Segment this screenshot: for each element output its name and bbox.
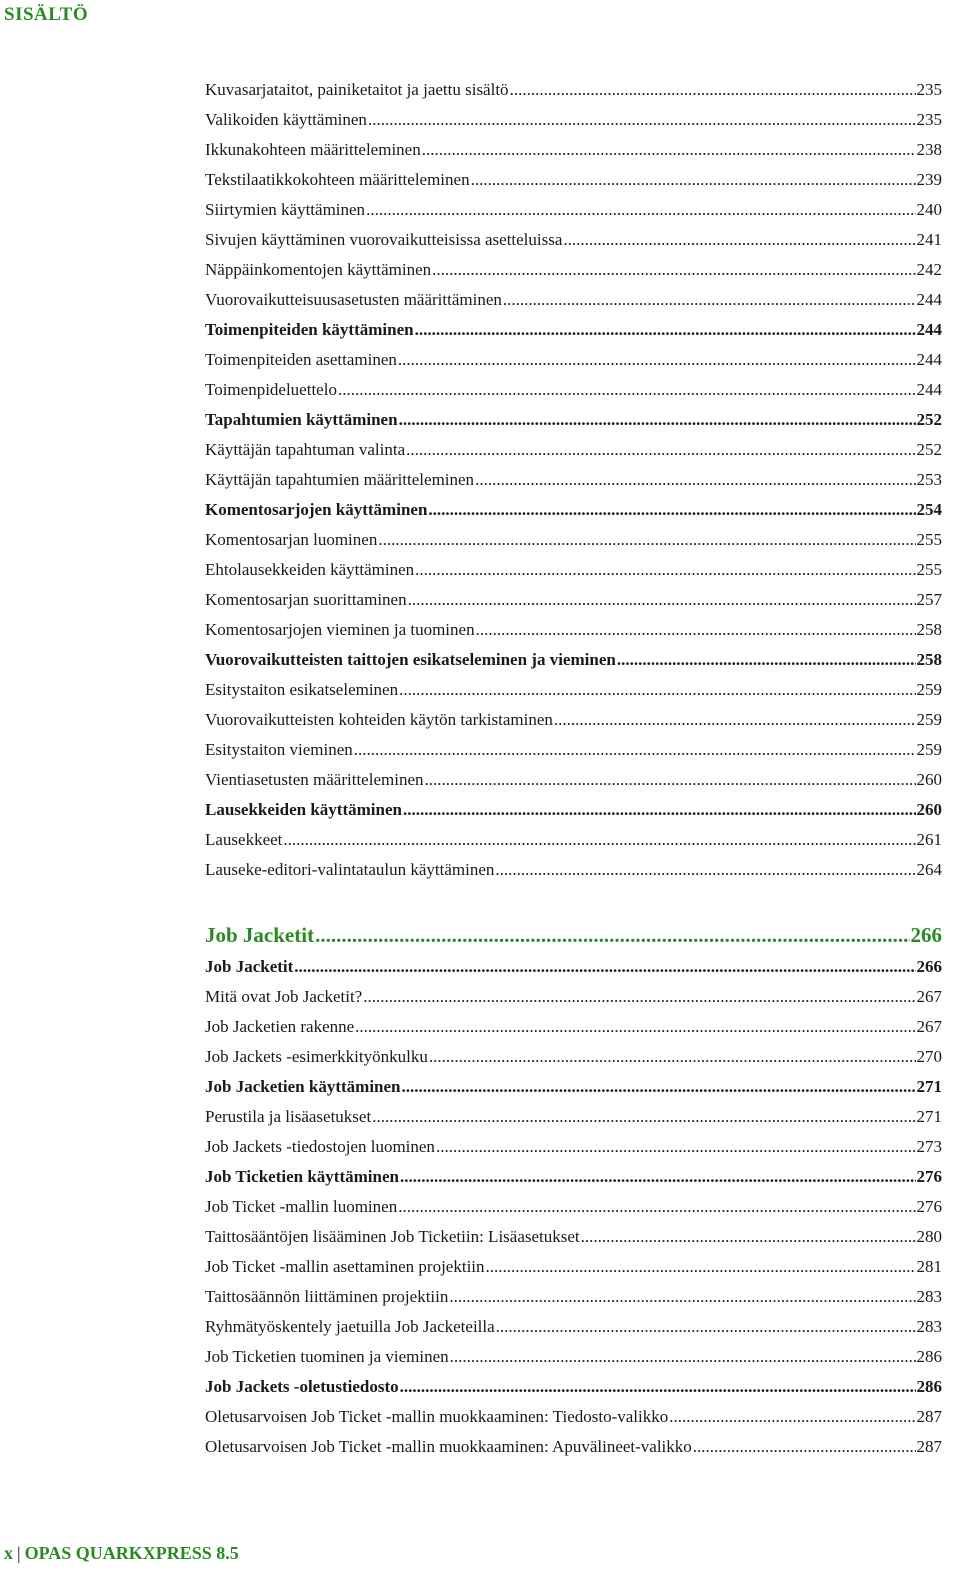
toc-entry[interactable] [205, 1102, 942, 1132]
toc-entry-page-number: 235 [916, 110, 942, 129]
toc-entry-title: Tekstilaatikkokohteen määritteleminen [205, 170, 470, 189]
toc-entry[interactable] [205, 1072, 942, 1102]
toc-entry[interactable] [205, 1252, 942, 1282]
dot-leader [563, 225, 915, 255]
toc-entry-title: Vientiasetusten määritteleminen [205, 770, 424, 789]
toc-entry-page-number: 280 [916, 1227, 942, 1246]
dot-leader [294, 952, 915, 982]
toc-entry-page-number: 259 [916, 710, 942, 729]
dot-leader [510, 75, 916, 105]
dot-leader [450, 1342, 916, 1372]
toc-entry-title: Job Jackets -oletustiedosto [205, 1377, 399, 1396]
dot-leader [366, 195, 915, 225]
toc-entry-title: Job Ticket -mallin asettaminen projektiin [205, 1257, 485, 1276]
toc-entry[interactable] [205, 1012, 942, 1042]
toc-entry[interactable] [205, 135, 942, 165]
toc-entry-title: Komentosarjan suorittaminen [205, 590, 407, 609]
dot-leader [475, 465, 915, 495]
toc-entry-page-number: 266 [916, 957, 942, 976]
toc-entry[interactable] [205, 165, 942, 195]
dot-leader [363, 982, 915, 1012]
toc-entry[interactable] [205, 1042, 942, 1072]
dot-leader [476, 615, 916, 645]
dot-leader [495, 855, 915, 885]
toc-entry-title: Toimenpiteiden asettaminen [205, 350, 397, 369]
toc-entry-page-number: 244 [916, 290, 942, 309]
toc-entry-title: Perustila ja lisäasetukset [205, 1107, 372, 1126]
toc-entry-title: Oletusarvoisen Job Ticket -mallin muokkaaminen: Apuvälineet-valikko [205, 1437, 692, 1456]
toc-entry-title: Lauseke-editori-valintataulun käyttäminen [205, 860, 495, 879]
toc-entry-page-number: 241 [916, 230, 942, 249]
toc-entry-page-number: 244 [916, 350, 942, 369]
toc-entry[interactable] [205, 1162, 942, 1192]
toc-entry[interactable] [205, 855, 942, 885]
toc-entry-page-number: 244 [916, 380, 942, 399]
toc-entry[interactable] [205, 1312, 942, 1342]
footer-book-title: OPAS QUARKXPRESS 8.5 [24, 1543, 239, 1563]
toc-entry-title: Komentosarjojen vieminen ja tuominen [205, 620, 475, 639]
toc-entry-page-number: 267 [916, 987, 942, 1006]
dot-leader [368, 105, 916, 135]
dot-leader [315, 919, 909, 952]
toc-entry-page-number: 244 [916, 320, 942, 339]
page-header: SISÄLTÖ [4, 4, 89, 25]
dot-leader [283, 825, 915, 855]
dot-leader [554, 705, 916, 735]
toc-entry[interactable] [205, 1192, 942, 1222]
dot-leader [399, 675, 915, 705]
toc-entry-title: Job Ticket -mallin luominen [205, 1197, 398, 1216]
toc-entry[interactable] [205, 1432, 942, 1462]
dot-leader [415, 555, 915, 585]
toc-entry[interactable] [205, 225, 942, 255]
toc-entry-page-number: 255 [916, 560, 942, 579]
dot-leader [400, 1372, 916, 1402]
toc-entry[interactable] [205, 735, 942, 765]
toc-entry-title: Job Jackets -esimerkkityönkulku [205, 1047, 428, 1066]
toc-entry-title: Vuorovaikutteisuusasetusten määrittäminen [205, 290, 502, 309]
toc-entry[interactable] [205, 555, 942, 585]
toc-entry-page-number: 286 [916, 1377, 942, 1396]
toc-entry-page-number: 242 [916, 260, 942, 279]
toc-entry-title: Käyttäjän tapahtumien määritteleminen [205, 470, 475, 489]
dot-leader [399, 405, 916, 435]
page-footer [4, 1543, 239, 1564]
toc-entry[interactable] [205, 1132, 942, 1162]
toc-entry[interactable] [205, 615, 942, 645]
dot-leader [581, 1222, 916, 1252]
toc-entry[interactable] [205, 1372, 942, 1402]
toc-entry-title: Näppäinkomentojen käyttäminen [205, 260, 432, 279]
toc-entry[interactable] [205, 982, 942, 1012]
toc-entry-page-number: 273 [916, 1137, 942, 1156]
toc-entry-title: Job Jacketien käyttäminen [205, 1077, 401, 1096]
toc-entry-title: Tapahtumien käyttäminen [205, 410, 398, 429]
toc-entry[interactable] [205, 285, 942, 315]
toc-entry-title: Komentosarjan luominen [205, 530, 378, 549]
dot-leader [486, 1252, 916, 1282]
dot-leader [436, 1132, 916, 1162]
dot-leader [372, 1102, 915, 1132]
toc-entry-page-number: 260 [916, 800, 942, 819]
toc-entry-page-number: 259 [916, 740, 942, 759]
toc-entry-title: Taittosääntöjen lisääminen Job Ticketiin: Lisäasetukset [205, 1227, 580, 1246]
toc-entry-page-number: 252 [916, 440, 942, 459]
toc-entry[interactable] [205, 345, 942, 375]
toc-entry-title: Toimenpiteiden käyttäminen [205, 320, 414, 339]
toc-chapter-entry[interactable] [205, 919, 942, 952]
toc-entry-page-number: 281 [916, 1257, 942, 1276]
table-of-contents [205, 75, 942, 1462]
toc-entry-title: Job Jacketien rakenne [205, 1017, 355, 1036]
toc-entry-page-number: 240 [916, 200, 942, 219]
toc-entry-title: Taittosäännön liittäminen projektiin [205, 1287, 449, 1306]
toc-entry-title: Lausekkeet [205, 830, 283, 849]
dot-leader [406, 435, 915, 465]
toc-entry-page-number: 287 [916, 1407, 942, 1426]
toc-entry-page-number: 276 [916, 1167, 942, 1186]
toc-entry-page-number: 283 [916, 1317, 942, 1336]
toc-entry-page-number: 252 [916, 410, 942, 429]
toc-entry-page-number: 258 [916, 620, 942, 639]
toc-entry-page-number: 266 [910, 923, 942, 947]
toc-entry-title: Esitystaiton esikatseleminen [205, 680, 399, 699]
dot-leader [408, 585, 916, 615]
dot-leader [429, 1042, 916, 1072]
toc-entry-page-number: 259 [916, 680, 942, 699]
toc-entry[interactable] [205, 645, 942, 675]
toc-entry-title: Käyttäjän tapahtuman valinta [205, 440, 406, 459]
toc-entry[interactable] [205, 1402, 942, 1432]
toc-entry-title: Job Jacketit [205, 957, 294, 976]
toc-entry[interactable] [205, 585, 942, 615]
dot-leader [432, 255, 915, 285]
footer-page-number: x [4, 1543, 13, 1563]
toc-entry[interactable] [205, 435, 942, 465]
toc-entry-page-number: 261 [916, 830, 942, 849]
toc-entry-title: Ikkunakohteen määritteleminen [205, 140, 421, 159]
toc-entry-title: Sivujen käyttäminen vuorovaikutteisissa asetteluissa [205, 230, 563, 249]
toc-entry-title: Mitä ovat Job Jacketit? [205, 987, 363, 1006]
dot-leader [693, 1432, 916, 1462]
toc-entry-page-number: 260 [916, 770, 942, 789]
dot-leader [428, 495, 915, 525]
dot-leader [422, 135, 916, 165]
toc-entry-page-number: 238 [916, 140, 942, 159]
toc-entry[interactable] [205, 465, 942, 495]
dot-leader [400, 1162, 916, 1192]
toc-entry[interactable] [205, 105, 942, 135]
toc-entry[interactable] [205, 1222, 942, 1252]
toc-entry-title: Esitystaiton vieminen [205, 740, 353, 759]
dot-leader [398, 345, 916, 375]
toc-entry-page-number: 283 [916, 1287, 942, 1306]
toc-entry-title: Oletusarvoisen Job Ticket -mallin muokkaaminen: Tiedosto-valikko [205, 1407, 669, 1426]
toc-entry[interactable] [205, 765, 942, 795]
toc-entry[interactable] [205, 405, 942, 435]
toc-entry-title: Job Jacketit [205, 923, 315, 947]
toc-entry[interactable] [205, 255, 942, 285]
section-gap [205, 885, 942, 919]
toc-entry-page-number: 254 [916, 500, 942, 519]
dot-leader [425, 765, 916, 795]
toc-entry-title: Vuorovaikutteisten kohteiden käytön tarkistaminen [205, 710, 553, 729]
toc-entry[interactable] [205, 705, 942, 735]
dot-leader [378, 525, 915, 555]
toc-entry-page-number: 239 [916, 170, 942, 189]
toc-entry[interactable] [205, 825, 942, 855]
toc-section-1 [205, 75, 942, 885]
dot-leader [355, 1012, 915, 1042]
dot-leader [496, 1312, 916, 1342]
toc-entry[interactable] [205, 495, 942, 525]
footer-separator: | [17, 1543, 21, 1563]
dot-leader [617, 645, 916, 675]
toc-entry[interactable] [205, 315, 942, 345]
toc-entry-page-number: 264 [916, 860, 942, 879]
dot-leader [402, 1072, 916, 1102]
toc-entry-title: Ehtolausekkeiden käyttäminen [205, 560, 415, 579]
toc-entry-page-number: 258 [916, 650, 942, 669]
toc-entry-page-number: 270 [916, 1047, 942, 1066]
toc-entry[interactable] [205, 375, 942, 405]
toc-entry-title: Vuorovaikutteisten taittojen esikatseleminen ja vieminen [205, 650, 616, 669]
toc-entry-title: Valikoiden käyttäminen [205, 110, 367, 129]
dot-leader [503, 285, 916, 315]
toc-entry-page-number: 257 [916, 590, 942, 609]
toc-entry-page-number: 276 [916, 1197, 942, 1216]
dot-leader [449, 1282, 915, 1312]
toc-entry-page-number: 255 [916, 530, 942, 549]
toc-entry-page-number: 271 [916, 1077, 942, 1096]
toc-entry-page-number: 271 [916, 1107, 942, 1126]
dot-leader [403, 795, 916, 825]
toc-entry[interactable] [205, 1342, 942, 1372]
dot-leader [415, 315, 916, 345]
dot-leader [398, 1192, 915, 1222]
dot-leader [338, 375, 916, 405]
dot-leader [354, 735, 916, 765]
toc-entry-title: Siirtymien käyttäminen [205, 200, 366, 219]
toc-entry-page-number: 235 [916, 80, 942, 99]
toc-entry-title: Kuvasarjataitot, painiketaitot ja jaettu sisältö [205, 80, 509, 99]
toc-entry-title: Toimenpideluettelo [205, 380, 337, 399]
toc-entry[interactable] [205, 75, 942, 105]
dot-leader [471, 165, 916, 195]
toc-entry[interactable] [205, 195, 942, 225]
toc-entry[interactable] [205, 525, 942, 555]
toc-section-2 [205, 919, 942, 1462]
toc-entry-page-number: 286 [916, 1347, 942, 1366]
toc-entry-title: Job Ticketien käyttäminen [205, 1167, 399, 1186]
toc-entry[interactable] [205, 795, 942, 825]
toc-entry[interactable] [205, 1282, 942, 1312]
dot-leader [669, 1402, 915, 1432]
toc-entry[interactable] [205, 952, 942, 982]
toc-entry-page-number: 253 [916, 470, 942, 489]
toc-entry-page-number: 267 [916, 1017, 942, 1036]
toc-entry-title: Komentosarjojen käyttäminen [205, 500, 428, 519]
toc-entry-page-number: 287 [916, 1437, 942, 1456]
toc-entry-title: Job Jackets -tiedostojen luominen [205, 1137, 435, 1156]
toc-entry-title: Ryhmätyöskentely jaetuilla Job Jacketeilla [205, 1317, 495, 1336]
toc-entry-title: Job Ticketien tuominen ja vieminen [205, 1347, 449, 1366]
toc-entry[interactable] [205, 675, 942, 705]
toc-entry-title: Lausekkeiden käyttäminen [205, 800, 402, 819]
